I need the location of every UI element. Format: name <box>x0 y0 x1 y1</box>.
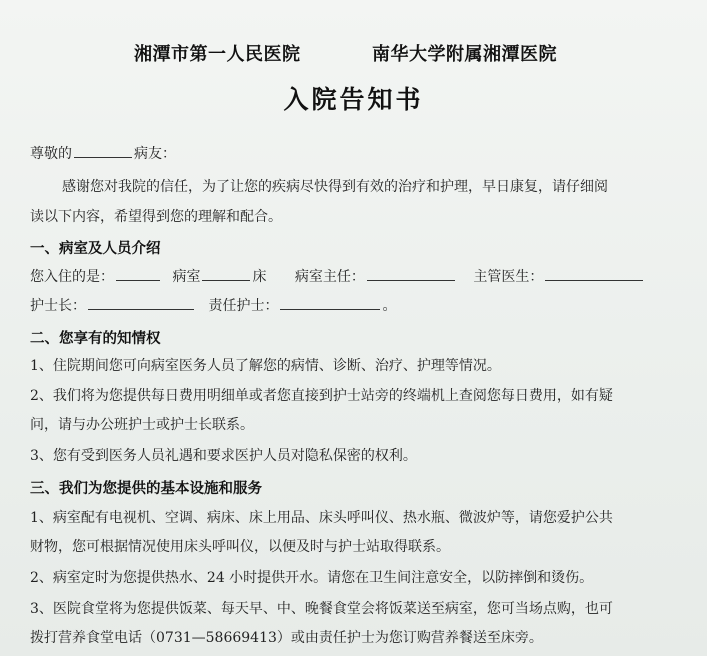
intro-line-2: 读以下内容，希望得到您的理解和配合。 <box>30 209 282 225</box>
nurse-row-period: 。 <box>382 298 397 314</box>
section-3-item-1-line-1: 1、病室配有电视机、空调、病床、床上用品、床头呼叫仪、热水瓶、微波炉等，请您爱护公共 <box>30 510 613 526</box>
hospital-header <box>0 40 707 68</box>
primary-nurse-blank <box>280 295 380 310</box>
admitted-label: 您入住的是： <box>30 269 114 285</box>
director-blank <box>367 266 455 281</box>
attending-doctor-blank <box>545 266 643 281</box>
ward-number-blank <box>116 266 160 281</box>
ward-info-row <box>30 266 645 286</box>
primary-nurse-label: 责任护士： <box>208 298 279 314</box>
section-2-heading: 二、您享有的知情权 <box>30 331 161 347</box>
section-2-item-3: 3、您有受到医务人员礼遇和要求医护人员对隐私保密的权利。 <box>30 448 417 464</box>
bed-number-blank <box>202 266 250 281</box>
section-3-item-2: 2、病室定时为您提供热水、24 小时提供开水。请您在卫生间注意安全，以防摔倒和烫伤。 <box>30 570 594 586</box>
hospital-name-left: 湘潭市第一人民医院 <box>134 44 301 65</box>
section-3-item-3-line-2: 拨打营养食堂电话（0731—58669413）或由责任护士为您订购营养餐送至床旁。 <box>30 630 543 646</box>
attending-doctor-label: 主管医生： <box>473 269 544 285</box>
section-3-item-1-line-2: 财物，您可根据情况使用床头呼叫仪，以便及时与护士站取得联系。 <box>30 539 450 555</box>
section-2-item-2-line-2: 问，请与办公班护士或护士长联系。 <box>30 417 254 433</box>
section-1-heading: 一、病室及人员介绍 <box>30 241 161 257</box>
hospital-name-right: 南华大学附属湘潭医院 <box>372 44 557 65</box>
bed-label: 床 <box>252 269 267 285</box>
patient-name-blank <box>74 143 132 158</box>
greeting-line <box>30 143 176 163</box>
greeting-suffix: 病友： <box>134 146 176 162</box>
document-title: 入院告知书 <box>283 85 424 114</box>
intro-line-1: 感谢您对我院的信任，为了让您的疾病尽快得到有效的治疗和护理，早日康复，请仔细阅 <box>62 179 608 195</box>
greeting-prefix: 尊敬的 <box>30 146 72 162</box>
ward-label: 病室 <box>172 269 201 285</box>
section-3-heading: 三、我们为您提供的基本设施和服务 <box>30 481 262 497</box>
director-label: 病室主任： <box>294 269 365 285</box>
section-2-item-2-line-1: 2、我们将为您提供每日费用明细单或者您直接到护士站旁的终端机上查阅您每日费用，如有疑 <box>30 388 613 404</box>
head-nurse-blank <box>88 295 194 310</box>
section-3-item-3-line-1: 3、医院食堂将为您提供饭菜、每天早、中、晚餐食堂会将饭菜送至病室，您可当场点购，也可 <box>30 601 613 617</box>
nurse-info-row <box>30 295 396 315</box>
head-nurse-label: 护士长： <box>30 298 86 314</box>
section-2-item-1: 1、住院期间您可向病室医务人员了解您的病情、诊断、治疗、护理等情况。 <box>30 358 501 374</box>
